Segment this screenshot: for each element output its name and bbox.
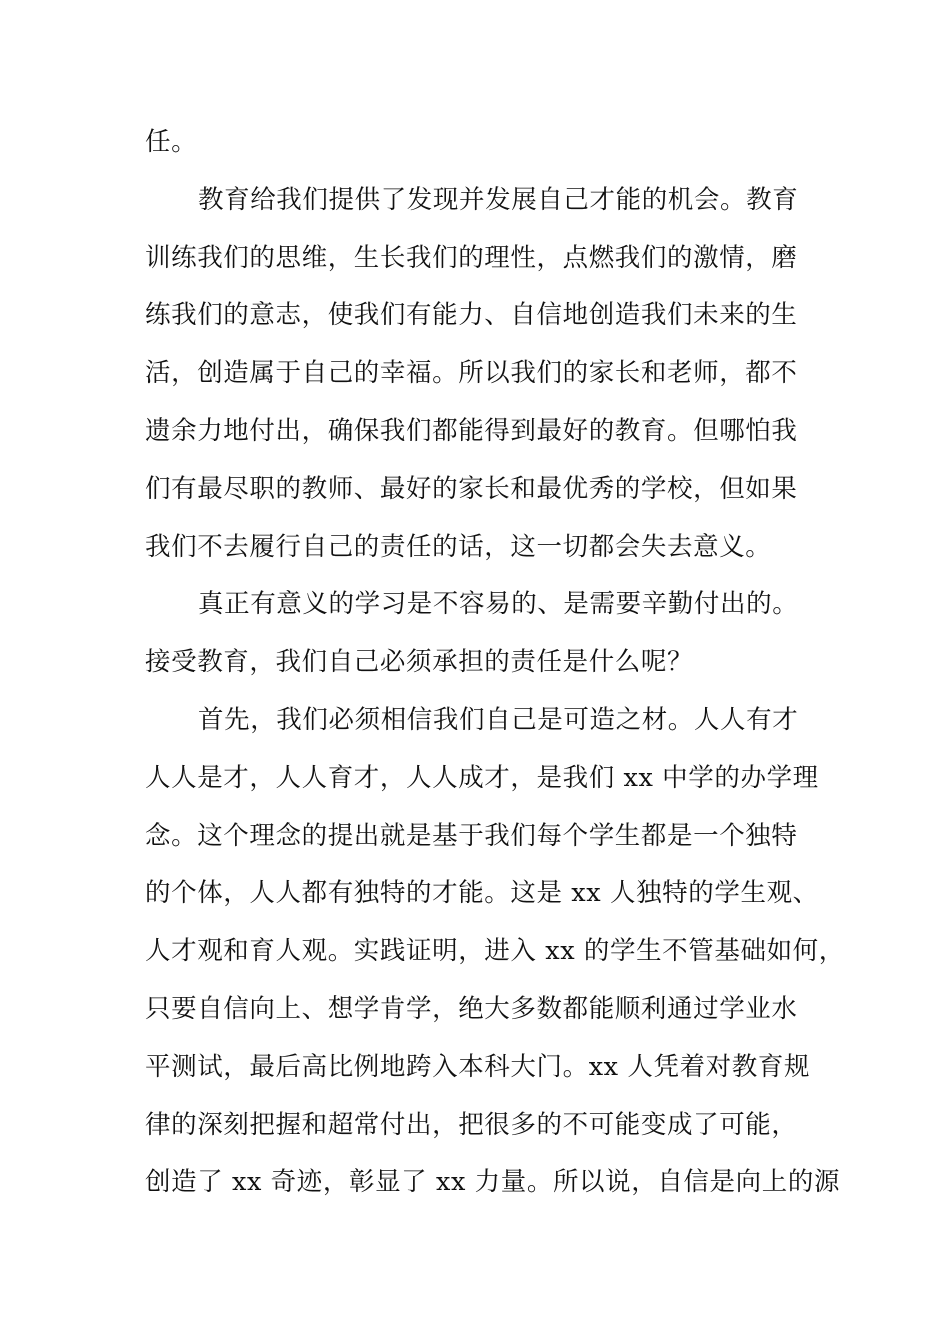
text-line: 人人是才，人人育才，人人成才，是我们 xx 中学的办学理 xyxy=(145,762,819,793)
text-line: 创造了 xx 奇迹，彰显了 xx 力量。所以说，自信是向上的源 xyxy=(145,1167,841,1198)
text-line: 练我们的意志，使我们有能力、自信地创造我们未来的生 xyxy=(145,300,798,331)
text-line: 念。这个理念的提出就是基于我们每个学生都是一个独特 xyxy=(145,820,798,851)
text-line: 律的深刻把握和超常付出，把很多的不可能变成了可能， xyxy=(145,1109,798,1140)
text-line: 教育给我们提供了发现并发展自己才能的机会。教育 xyxy=(198,184,799,215)
text-line: 们有最尽职的教师、最好的家长和最优秀的学校，但如果 xyxy=(145,473,798,504)
text-line: 真正有意义的学习是不容易的、是需要辛勤付出的。 xyxy=(198,589,799,620)
text-line: 接受教育，我们自己必须承担的责任是什么呢？ xyxy=(145,647,694,678)
text-line: 我们不去履行自己的责任的话，这一切都会失去意义。 xyxy=(145,531,772,562)
text-line: 遗余力地付出，确保我们都能得到最好的教育。但哪怕我 xyxy=(145,415,798,446)
text-line: 训练我们的思维，生长我们的理性，点燃我们的激情，磨 xyxy=(145,242,798,273)
text-line: 首先，我们必须相信我们自己是可造之材。人人有才 xyxy=(198,704,799,735)
text-line: 任。 xyxy=(145,127,198,157)
text-line: 人才观和育人观。实践证明，进入 xx 的学生不管基础如何， xyxy=(145,936,845,967)
text-line: 只要自信向上、想学肯学，绝大多数都能顺利通过学业水 xyxy=(145,993,798,1024)
text-line: 的个体，人人都有独特的才能。这是 xx 人独特的学生观、 xyxy=(145,878,819,909)
body-text xyxy=(145,114,845,1212)
text-line: 活，创造属于自己的幸福。所以我们的家长和老师，都不 xyxy=(145,358,798,389)
text-line: 平测试，最后高比例地跨入本科大门。xx 人凭着对教育规 xyxy=(145,1051,811,1082)
